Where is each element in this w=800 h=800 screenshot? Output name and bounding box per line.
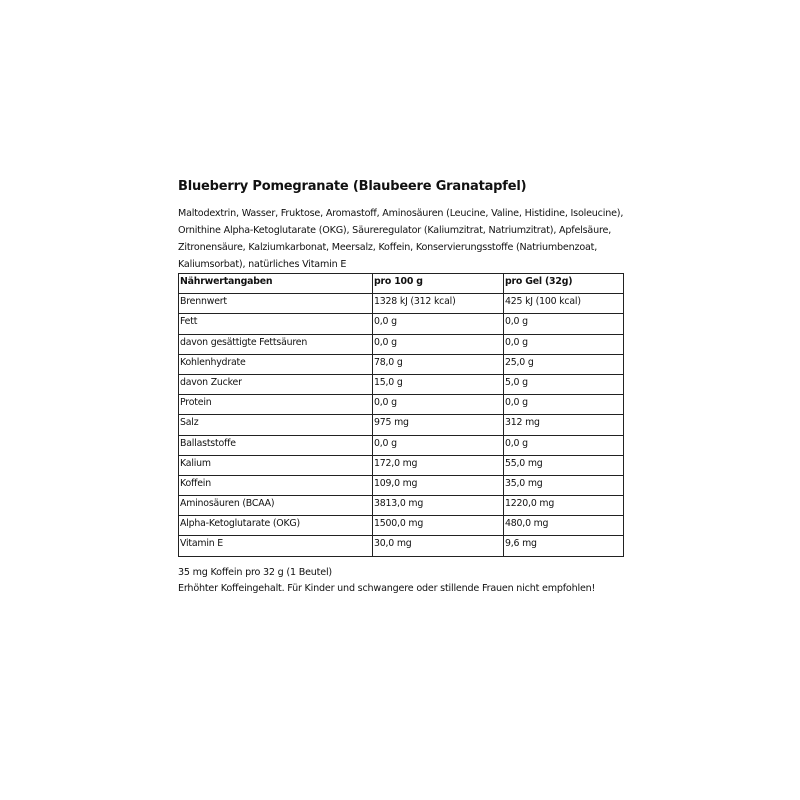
table-row xyxy=(179,435,624,455)
ingredients xyxy=(178,205,628,273)
table-cell: 1500,0 mg xyxy=(373,516,504,536)
caffeine-note: 35 mg Koffein pro 32 g (1 Beutel) xyxy=(178,566,332,578)
table-cell: Ballaststoffe xyxy=(179,435,373,455)
header-cell: pro Gel (32g) xyxy=(504,274,624,294)
table-cell: Protein xyxy=(179,395,373,415)
warning-note: Erhöhter Koffeingehalt. Für Kinder und schwangere oder stillende Frauen nicht empfohlen! xyxy=(178,582,596,594)
ingredients-line: Ornithine Alpha-Ketoglutarate (OKG), Säureregulator (Kaliumzitrat, Natriumzitrat), Apfelsäure, xyxy=(178,225,612,236)
table-cell: 0,0 g xyxy=(504,314,624,334)
table-cell: Aminosäuren (BCAA) xyxy=(179,496,373,516)
table-cell: 109,0 mg xyxy=(373,475,504,495)
table-cell: 0,0 g xyxy=(504,334,624,354)
table-cell: Vitamin E xyxy=(179,536,373,556)
table-row xyxy=(179,536,624,556)
table-row xyxy=(179,415,624,435)
product-info xyxy=(178,178,628,597)
table-cell: 25,0 g xyxy=(504,354,624,374)
ingredients-line: Kaliumsorbat), natürliches Vitamin E xyxy=(178,259,347,270)
table-row xyxy=(179,374,624,394)
table-cell: 0,0 g xyxy=(373,334,504,354)
table-row xyxy=(179,334,624,354)
table-cell: 5,0 g xyxy=(504,374,624,394)
table-cell: 975 mg xyxy=(373,415,504,435)
table-cell: 3813,0 mg xyxy=(373,496,504,516)
table-cell: 0,0 g xyxy=(504,395,624,415)
header-cell: pro 100 g xyxy=(373,274,504,294)
table-header-row xyxy=(179,274,624,294)
table-cell: 1328 kJ (312 kcal) xyxy=(373,294,504,314)
product-title: Blueberry Pomegranate (Blaubeere Granatapfel) xyxy=(178,179,527,194)
table-row xyxy=(179,354,624,374)
nutrition-table xyxy=(178,273,624,557)
table-cell: davon Zucker xyxy=(179,374,373,394)
table-cell: 1220,0 mg xyxy=(504,496,624,516)
table-row xyxy=(179,314,624,334)
footer-notes xyxy=(178,565,628,597)
table-row xyxy=(179,516,624,536)
table-cell: 0,0 g xyxy=(504,435,624,455)
table-cell: Fett xyxy=(179,314,373,334)
table-cell: 0,0 g xyxy=(373,314,504,334)
ingredients-line: Maltodextrin, Wasser, Fruktose, Aromastoff, Aminosäuren (Leucine, Valine, Histidine, Isoleucine), xyxy=(178,208,624,219)
table-row xyxy=(179,395,624,415)
table-cell: Salz xyxy=(179,415,373,435)
table-row xyxy=(179,496,624,516)
table-cell: 480,0 mg xyxy=(504,516,624,536)
table-row xyxy=(179,475,624,495)
table-cell: Koffein xyxy=(179,475,373,495)
table-cell: 78,0 g xyxy=(373,354,504,374)
ingredients-line: Zitronensäure, Kalziumkarbonat, Meersalz, Koffein, Konservierungsstoffe (Natriumbenzoat, xyxy=(178,242,598,253)
table-cell: 30,0 mg xyxy=(373,536,504,556)
table-cell: 15,0 g xyxy=(373,374,504,394)
table-cell: davon gesättigte Fettsäuren xyxy=(179,334,373,354)
table-cell: 0,0 g xyxy=(373,435,504,455)
table-cell: 0,0 g xyxy=(373,395,504,415)
table-cell: 172,0 mg xyxy=(373,455,504,475)
table-cell: 425 kJ (100 kcal) xyxy=(504,294,624,314)
table-row xyxy=(179,294,624,314)
table-cell: 9,6 mg xyxy=(504,536,624,556)
header-cell: Nährwertangaben xyxy=(179,274,373,294)
table-cell: Brennwert xyxy=(179,294,373,314)
table-cell: Alpha-Ketoglutarate (OKG) xyxy=(179,516,373,536)
table-cell: Kalium xyxy=(179,455,373,475)
table-cell: 35,0 mg xyxy=(504,475,624,495)
table-cell: Kohlenhydrate xyxy=(179,354,373,374)
table-row xyxy=(179,455,624,475)
table-cell: 312 mg xyxy=(504,415,624,435)
table-cell: 55,0 mg xyxy=(504,455,624,475)
